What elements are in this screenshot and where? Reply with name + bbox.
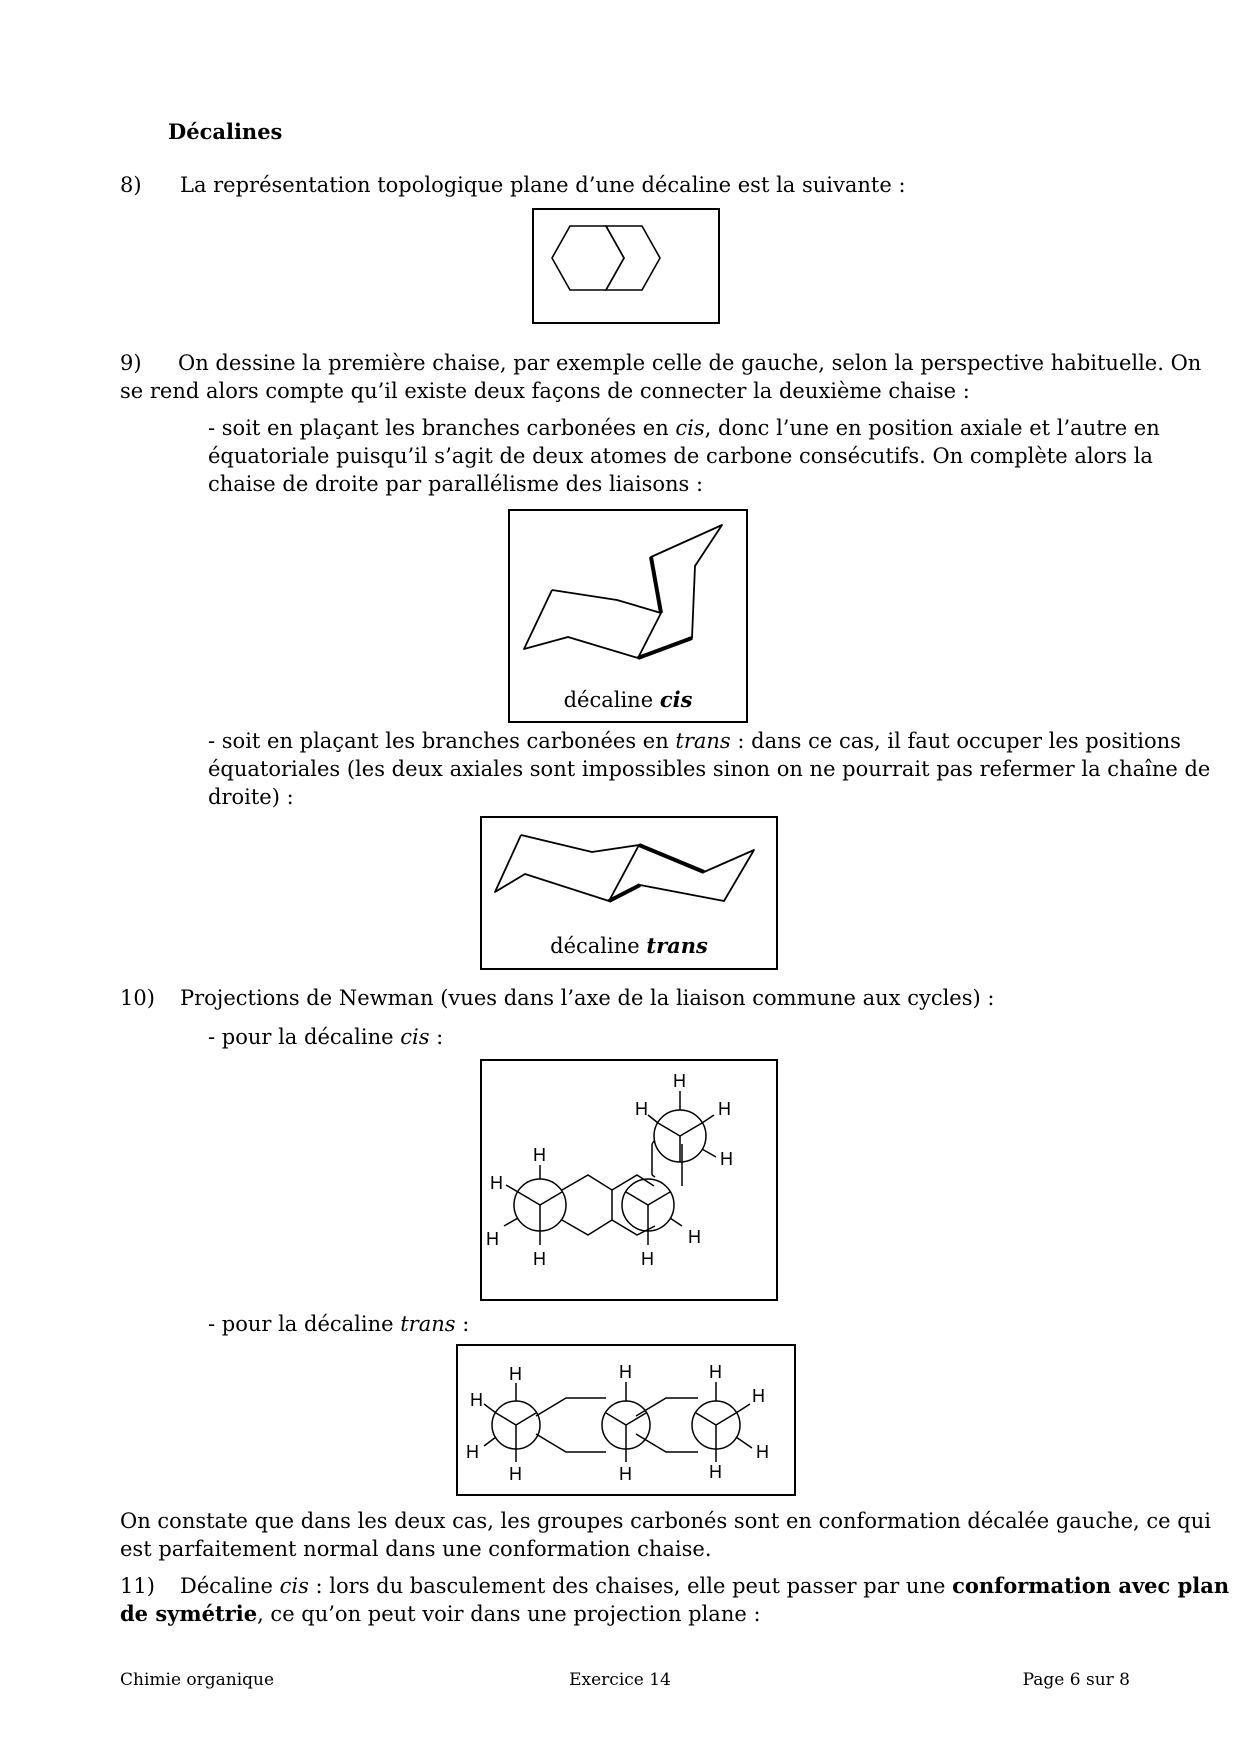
- q11-l1-a: Décaline: [180, 1574, 280, 1598]
- cis-caption-word: décaline: [563, 688, 654, 712]
- newman-trans-drawing: [458, 1346, 794, 1494]
- trans-h-4: H: [509, 1464, 522, 1484]
- q11-number: 11): [120, 1574, 155, 1598]
- cis-caption: [510, 687, 746, 712]
- newman-cis-label: [208, 1023, 443, 1051]
- cis-h-7: H: [673, 1071, 686, 1091]
- cis-h-4: H: [533, 1249, 546, 1269]
- newman-trans-figure: [456, 1344, 796, 1496]
- q10-number: 10): [120, 986, 155, 1010]
- decalin-topological-figure: [532, 208, 720, 324]
- trans-caption-em: trans: [646, 933, 708, 958]
- newman-trans-label-b: :: [455, 1312, 470, 1336]
- trans-paragraph-line1: [208, 727, 1181, 755]
- q10-text: Projections de Newman (vues dans l’axe de la liaison commune aux cycles) :: [180, 986, 995, 1010]
- q11-l2-bold: de symétrie: [120, 1601, 258, 1626]
- footer-right: Page 6 sur 8: [1022, 1670, 1130, 1690]
- footer-center: Exercice 14: [569, 1670, 671, 1690]
- conclusion-line1: On constate que dans les deux cas, les groupes carbonés sont en conformation décalée gauche, ce qui: [120, 1509, 1211, 1533]
- right-ring: [606, 226, 660, 290]
- cis-caption-em: cis: [659, 687, 693, 712]
- newman-trans-label-em: trans: [400, 1312, 456, 1336]
- trans-paragraph-line3: droite) :: [208, 785, 294, 809]
- trans-h-5: H: [619, 1362, 632, 1382]
- trans-h-2: H: [470, 1390, 483, 1410]
- cis-para-l1-b: , donc l’une en position axiale et l’autre en: [704, 416, 1160, 440]
- newman-cis-label-em: cis: [400, 1025, 430, 1049]
- trans-h-10: H: [709, 1462, 722, 1482]
- trans-caption: [482, 933, 776, 958]
- trans-paragraph-line2: équatoriales (les deux axiales sont impossibles sinon on ne pourrait pas refermer la chaîne de: [208, 757, 1211, 781]
- cis-h-9: H: [718, 1099, 731, 1119]
- section-title: Décalines: [168, 119, 283, 144]
- cis-para-l1-em: cis: [675, 416, 705, 440]
- cis-h-1: H: [533, 1145, 546, 1165]
- newman-cis-label-b: :: [429, 1025, 444, 1049]
- q8-text: La représentation topologique plane d’une décaline est la suivante :: [180, 173, 906, 197]
- cis-paragraph-line1: [208, 414, 1160, 442]
- cis-h-5: H: [641, 1249, 654, 1269]
- trans-decalin-figure: [480, 816, 778, 970]
- cis-decalin-figure: [508, 509, 748, 723]
- cis-paragraph-line2: équatoriale puisqu’il s’agit de deux atomes de carbone consécutifs. On complète alors la: [208, 444, 1153, 468]
- trans-h-9: H: [756, 1442, 769, 1462]
- q11-line1: [180, 1572, 1229, 1600]
- trans-caption-word: décaline: [550, 934, 640, 958]
- trans-para-l1-a: - soit en plaçant les branches carbonées en: [208, 729, 676, 753]
- newman-cis-figure: [480, 1059, 778, 1301]
- q11-l1-b: : lors du basculement des chaises, elle peut passer par une: [308, 1574, 953, 1598]
- q9-line1: On dessine la première chaise, par exemple celle de gauche, selon la perspective habituelle. On: [178, 351, 1202, 375]
- cis-h-3: H: [486, 1229, 499, 1249]
- trans-h-1: H: [509, 1364, 522, 1384]
- q11-line2: [120, 1600, 761, 1628]
- trans-h-8: H: [752, 1386, 765, 1406]
- q8-number: 8): [120, 173, 142, 197]
- q11-l1-em: cis: [279, 1574, 309, 1598]
- newman-trans-label: [208, 1310, 469, 1338]
- cis-h-8: H: [635, 1099, 648, 1119]
- cis-h-10: H: [720, 1149, 733, 1169]
- trans-para-l1-em: trans: [675, 729, 731, 753]
- cis-h-2: H: [490, 1173, 503, 1193]
- conclusion-line2: est parfaitement normal dans une conformation chaise.: [120, 1537, 712, 1561]
- trans-h-7: H: [709, 1362, 722, 1382]
- footer-left: Chimie organique: [120, 1670, 275, 1690]
- left-ring: [552, 226, 624, 290]
- trans-para-l1-b: : dans ce cas, il faut occuper les positions: [730, 729, 1181, 753]
- q9-number: 9): [120, 351, 142, 375]
- trans-h-6: H: [619, 1464, 632, 1484]
- decalin-topological-drawing: [534, 210, 718, 322]
- cis-h-6: H: [688, 1227, 701, 1247]
- newman-trans-label-a: - pour la décaline: [208, 1312, 401, 1336]
- newman-cis-drawing: [482, 1061, 776, 1299]
- cis-paragraph-line3: chaise de droite par parallélisme des liaisons :: [208, 472, 704, 496]
- cis-para-l1-a: - soit en plaçant les branches carbonées en: [208, 416, 676, 440]
- trans-h-3: H: [466, 1442, 479, 1462]
- newman-cis-label-a: - pour la décaline: [208, 1025, 401, 1049]
- q11-l2-rest: , ce qu’on peut voir dans une projection plane :: [257, 1602, 761, 1626]
- q11-l1-bold: conformation avec plan: [952, 1573, 1230, 1598]
- q9-line2: se rend alors compte qu’il existe deux façons de connecter la deuxième chaise :: [120, 379, 970, 403]
